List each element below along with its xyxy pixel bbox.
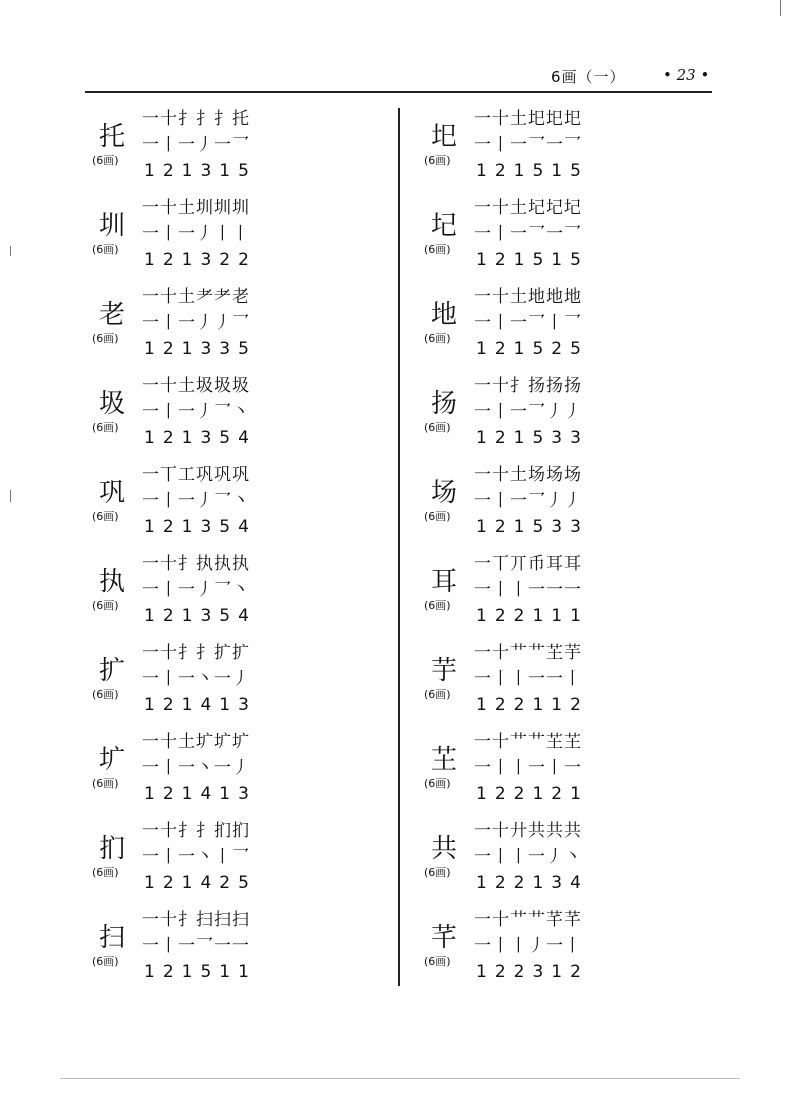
character-entry	[86, 197, 386, 277]
stroke-progression: 一十扌扌扩扩	[142, 643, 250, 663]
stroke-progression: 一十土圮圮圮	[474, 198, 582, 218]
stroke-count-note: (6画)	[92, 599, 119, 612]
stroke-progression: 一十艹艹芊芊	[474, 910, 582, 930]
stroke-sequence: 一丨一丿丨丨	[142, 224, 250, 244]
stroke-count-note: (6画)	[92, 688, 119, 701]
stroke-codes: 121413	[144, 695, 257, 715]
character: 扬	[431, 389, 458, 419]
stroke-codes: 121335	[144, 339, 257, 359]
stroke-sequence: 一丨一丶丨乛	[142, 847, 250, 867]
character-entry	[418, 375, 718, 455]
stroke-progression: 一十扌扌扌托	[142, 109, 250, 129]
stroke-codes: 121515	[476, 161, 589, 181]
stroke-codes: 121533	[476, 428, 589, 448]
stroke-progression: 一十艹艹芏芏	[474, 732, 582, 752]
stroke-sequence: 一丨丨丿一丨	[474, 936, 582, 956]
stroke-progression: 一丅工巩巩巩	[142, 465, 250, 485]
stroke-sequence: 一丨丨一丨一	[474, 758, 582, 778]
character-entry	[418, 286, 718, 366]
character: 扩	[99, 656, 126, 686]
stroke-progression: 一十扌扌扪扪	[142, 821, 250, 841]
stroke-codes: 121354	[144, 428, 257, 448]
character: 圳	[99, 211, 126, 241]
stroke-count-note: (6画)	[92, 154, 119, 167]
character-entry	[86, 464, 386, 544]
stroke-codes: 121425	[144, 873, 257, 893]
character: 芏	[431, 745, 458, 775]
stroke-count-note: (6画)	[424, 421, 451, 434]
stroke-count-note: (6画)	[424, 243, 451, 256]
character: 圹	[99, 745, 126, 775]
stroke-count-note: (6画)	[424, 866, 451, 879]
character: 扫	[99, 923, 126, 953]
stroke-codes: 122134	[476, 873, 589, 893]
character-entry	[86, 375, 386, 455]
stroke-count-note: (6画)	[92, 332, 119, 345]
stroke-progression: 一十土圹圹圹	[142, 732, 250, 752]
character: 圯	[431, 122, 458, 152]
stroke-sequence: 一丨丨一丿丶	[474, 847, 582, 867]
character: 芋	[431, 656, 458, 686]
stroke-sequence: 一丨一丿乛丶	[142, 402, 250, 422]
character: 圾	[99, 389, 126, 419]
stroke-count-note: (6画)	[92, 421, 119, 434]
stroke-sequence: 一丨一乛丿丿	[474, 402, 582, 422]
character: 场	[431, 478, 458, 508]
stroke-sequence: 一丨丨一一丨	[474, 669, 582, 689]
character: 耳	[431, 567, 458, 597]
scan-line	[60, 1078, 740, 1079]
stroke-count-note: (6画)	[92, 866, 119, 879]
stroke-count-note: (6画)	[424, 332, 451, 345]
stroke-sequence: 一丨一丶一丿	[142, 669, 250, 689]
stroke-count-note: (6画)	[424, 777, 451, 790]
character: 扪	[99, 834, 126, 864]
character-entry	[86, 108, 386, 188]
stroke-count-note: (6画)	[92, 777, 119, 790]
stroke-count-note: (6画)	[424, 510, 451, 523]
page-header	[85, 63, 712, 91]
stroke-progression: 一十艹艹芏芋	[474, 643, 582, 663]
stroke-progression: 一十土圯圯圯	[474, 109, 582, 129]
stroke-codes: 121515	[476, 250, 589, 270]
stroke-progression: 一十土地地地	[474, 287, 582, 307]
character: 地	[431, 300, 458, 330]
stroke-count-note: (6画)	[424, 599, 451, 612]
stroke-count-note: (6画)	[92, 243, 119, 256]
stroke-sequence: 一丨一丿乛丶	[142, 491, 250, 511]
character-entry	[86, 642, 386, 722]
stroke-codes: 121511	[144, 962, 257, 982]
stroke-sequence: 一丨一丶一丿	[142, 758, 250, 778]
scan-speck	[10, 490, 11, 502]
stroke-sequence: 一丨一丿一乛	[142, 135, 250, 155]
character-entry	[418, 909, 718, 989]
character-entry	[86, 820, 386, 900]
character-entry	[86, 731, 386, 811]
stroke-sequence: 一丨丨一一一	[474, 580, 582, 600]
stroke-sequence: 一丨一乛一乛	[474, 135, 582, 155]
section-title: 6画（一）	[551, 68, 626, 86]
character-entry	[86, 286, 386, 366]
stroke-codes: 122112	[476, 695, 589, 715]
stroke-codes: 121315	[144, 161, 257, 181]
stroke-sequence: 一丨一乛一一	[142, 936, 250, 956]
stroke-codes: 121413	[144, 784, 257, 804]
character-entry	[418, 197, 718, 277]
column-divider	[398, 108, 400, 986]
stroke-progression: 一十土耂耂老	[142, 287, 250, 307]
stroke-sequence: 一丨一乛一乛	[474, 224, 582, 244]
stroke-progression: 一十土场场场	[474, 465, 582, 485]
stroke-codes: 122111	[476, 606, 589, 626]
character: 圮	[431, 211, 458, 241]
character: 托	[99, 122, 126, 152]
character: 巩	[99, 478, 126, 508]
scan-speck	[10, 246, 11, 256]
stroke-count-note: (6画)	[424, 688, 451, 701]
character-entry	[418, 820, 718, 900]
character-entry	[418, 108, 718, 188]
stroke-progression: 一十扌扫扫扫	[142, 910, 250, 930]
character: 执	[99, 567, 126, 597]
scan-speck	[780, 0, 781, 16]
stroke-count-note: (6画)	[424, 955, 451, 968]
stroke-progression: 一十土圾圾圾	[142, 376, 250, 396]
character: 老	[99, 300, 126, 330]
character-entry	[418, 464, 718, 544]
stroke-count-note: (6画)	[92, 510, 119, 523]
stroke-progression: 一丅丌币耳耳	[474, 554, 582, 574]
stroke-count-note: (6画)	[92, 955, 119, 968]
stroke-codes: 122121	[476, 784, 589, 804]
stroke-codes: 121533	[476, 517, 589, 537]
stroke-codes: 122312	[476, 962, 589, 982]
character-entry	[86, 909, 386, 989]
stroke-sequence: 一丨一乛丿丿	[474, 491, 582, 511]
character-entry	[418, 642, 718, 722]
stroke-codes: 121354	[144, 517, 257, 537]
header-rule	[85, 91, 712, 93]
stroke-sequence: 一丨一丿丿乛	[142, 313, 250, 333]
character: 芊	[431, 923, 458, 953]
character-entry	[418, 731, 718, 811]
stroke-codes: 121322	[144, 250, 257, 270]
stroke-progression: 一十土圳圳圳	[142, 198, 250, 218]
stroke-codes: 121354	[144, 606, 257, 626]
stroke-progression: 一十廾共共共	[474, 821, 582, 841]
stroke-progression: 一十扌执执执	[142, 554, 250, 574]
stroke-sequence: 一丨一丿乛丶	[142, 580, 250, 600]
stroke-sequence: 一丨一乛丨乛	[474, 313, 582, 333]
stroke-count-note: (6画)	[424, 154, 451, 167]
stroke-codes: 121525	[476, 339, 589, 359]
stroke-progression: 一十扌扬扬扬	[474, 376, 582, 396]
character: 共	[431, 834, 458, 864]
character-entry	[86, 553, 386, 633]
character-entry	[418, 553, 718, 633]
page-number: • 23 •	[663, 66, 710, 84]
